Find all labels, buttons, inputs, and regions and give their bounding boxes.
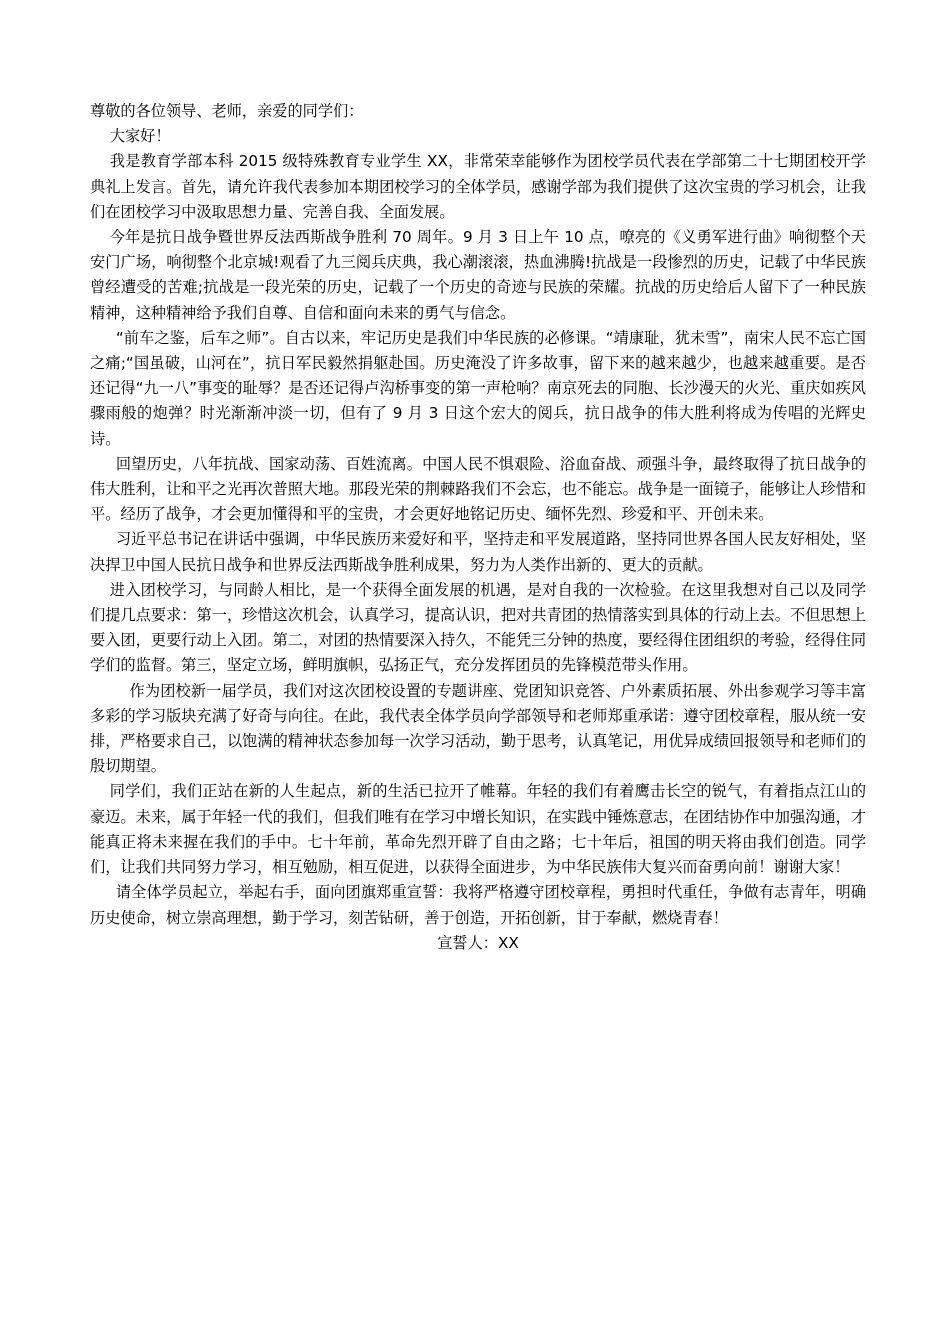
signature: 宣誓人：XX [437,933,519,952]
paragraph-xi-speech: 习近平总书记在讲话中强调，中华民族历来爱好和平，坚持走和平发展道路，坚持同世界各国人民友好相处，坚决捍卫中国人民抗日战争和世界反法西斯战争胜利成果，努力为人类作出新的、更大的贡献。 [90,530,866,574]
paragraph-commitment: 作为团校新一届学员，我们对这次团校设置的专题讲座、党团知识竞答、户外素质拓展、外出参观学习等丰富多彩的学习版块充满了好奇与向往。在此，我代表全体学员向学部领导和老师郑重承诺：遵守团校章程，服从统一安排，严格要求自己，以饱满的精神状态参加每一次学习活动，勤于思考，认真笔记，用优异成绩回报领导和老师们的殷切期望。 [90,681,866,776]
salutation: 尊敬的各位领导、老师，亲爱的同学们： [90,102,364,120]
paragraph-requirements: 进入团校学习，与同龄人相比，是一个获得全面发展的机遇，是对自我的一次检验。在这里我想对自己以及同学们提几点要求：第一，珍惜这次机会，认真学习，提高认识，把对共青团的热情落实到具体的行动上去。不但思想上要入团，更要行动上入团。第二，对团的热情要深入持久，不能凭三分钟的热度，要经得住团组织的考验，经得住同学们的监督。第三，坚定立场，鲜明旗帜，弘扬正气，充分发挥团员的先锋模范带头作用。 [90,580,866,675]
paragraph-oath: 请全体学员起立，举起右手，面向团旗郑重宣誓：我将严格遵守团校章程，勇担时代重任，争做有志青年，明确历史使命，树立崇高理想，勤于学习，刻苦钻研，善于创造，开拓创新，甘于奉献，燃烧青春！ [90,883,866,927]
paragraph-remember-history: “前车之鉴，后车之师”。自古以来，牢记历史是我们中华民族的必修课。“靖康耻，犹未雪”，南宋人民不忘亡国之痛;“国虽破，山河在”，抗日军民毅然捐躯赴国。历史淹没了许多故事，留下来的越来越少，也越来越重要。是否还记得“九一八”事变的耻辱？是否还记得卢沟桥事变的第一声枪响？南京死去的同胞、长沙漫天的火光、重庆如疾风骤雨般的炮弹？时光渐渐冲淡一切，但有了 9 月 3 日这个宏大的阅兵，抗日战争的伟大胜利将成为传唱的光辉史诗。 [90,328,866,448]
speech-document [90,99,866,956]
paragraph-call-to-action: 同学们，我们正站在新的人生起点，新的生活已拉开了帷幕。年轻的我们有着鹰击长空的锐气，有着指点江山的豪迈。未来，属于年轻一代的我们，但我们唯有在学习中增长知识，在实践中锤炼意志，在团结协作中加强沟通，才能真正将未来握在我们的手中。七十年前，革命先烈开辟了自由之路；七十年后，祖国的明天将由我们创造。同学们，让我们共同努力学习，相互勉励，相互促进，以获得全面进步，为中华民族伟大复兴而奋勇向前！谢谢大家！ [90,782,866,877]
paragraph-anniversary: 今年是抗日战争暨世界反法西斯战争胜利 70 周年。9 月 3 日上午 10 点，嘹亮的《义勇军进行曲》响彻整个天安门广场，响彻整个北京城!观看了九三阅兵庆典，我心潮滚滚，热血沸腾!抗战是一段惨烈的历史，记载了中华民族曾经遭受的苦难;抗战是一段光荣的历史，记载了一个历史的奇迹与民族的荣耀。抗战的历史给后人留下了一种民族精神，这种精神给予我们自尊、自信和面向未来的勇气与信念。 [90,228,866,322]
paragraph-look-back: 回望历史，八年抗战、国家动荡、百姓流离。中国人民不惧艰险、浴血奋战、顽强斗争，最终取得了抗日战争的伟大胜利，让和平之光再次普照大地。那段光荣的荆棘路我们不会忘，也不能忘。战争是一面镜子，能够让人珍惜和平。经历了战争，才会更加懂得和平的宝贵，才会更好地铭记历史、缅怀先烈、珍爱和平、开创未来。 [90,454,866,524]
greeting: 大家好！ [109,127,171,146]
paragraph-introduction: 我是教育学部本科 2015 级特殊教育专业学生 XX，非常荣幸能够作为团校学员代表在学部第二十七期团校开学典礼上发言。首先，请允许我代表参加本期团校学习的全体学员，感谢学部为我们提供了这次宝贵的学习机会，让我们在团校学习中汲取思想力量、完善自我、全面发展。 [90,152,866,221]
